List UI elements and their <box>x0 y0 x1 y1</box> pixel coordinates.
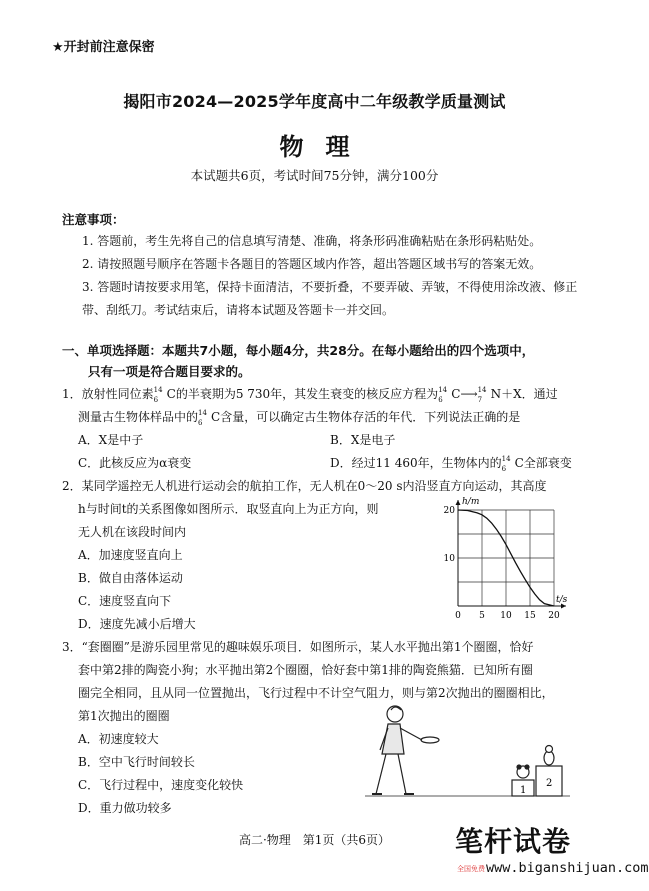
exam-info: 本试题共6页，考试时间75分钟，满分100分 <box>190 168 439 183</box>
y-tick-label: 20 <box>443 506 455 516</box>
note-item-2: 2. 请按照题号顺序在答题卡各题目的答题区域内作答，超出答题区域书写的答案无效。 <box>82 257 542 271</box>
person-arm <box>400 728 422 740</box>
q2-line-2: h与时间t的关系图像如图所示．取竖直向上为正方向，则 <box>78 502 379 516</box>
ring-toss-illustration <box>360 700 575 810</box>
section-heading <box>62 340 590 382</box>
q2-line-1: 2．某同学遥控无人机进行运动会的航拍工作，无人机在0～20 s内沿竖直方向运动，其高度 <box>62 479 547 493</box>
watermark-title: 笔杆试卷 <box>455 825 572 858</box>
person-head <box>387 706 403 722</box>
x-tick-label: 20 <box>548 611 560 621</box>
notes-heading: 注意事项： <box>62 212 125 227</box>
stand-2-label: 2 <box>546 778 553 789</box>
q3-line-4: 第1次抛出的圈圈 <box>78 709 170 723</box>
q1-option-d[interactable]: D．经过11 460年，生物体内的 14 6 C全部衰变 <box>330 455 572 473</box>
y-axis-label: h/m <box>462 497 480 507</box>
secret-label: ★开封前注意保密 <box>52 40 155 55</box>
subject-title: 物理 <box>279 132 372 161</box>
q3-line-3: 圈完全相同，且从同一位置抛出，飞行过程中不计空气阻力，则与第2次抛出的圈圈相比， <box>78 686 554 700</box>
section-heading-line-1: 一、单项选择题：本题共7小题，每小题4分，共28分。在每小题给出的四个选项中， <box>62 343 535 358</box>
ring <box>421 737 439 743</box>
watermark-tag: 全国免费 <box>457 865 485 873</box>
height-time-chart <box>430 492 580 624</box>
q1-option-a[interactable]: A．X是中子 <box>78 433 144 447</box>
q1-option-c[interactable]: C．此核反应为α衰变 <box>78 456 192 470</box>
x-tick-label: 5 <box>479 611 485 621</box>
q3-line-1: 3．“套圈圈”是游乐园里常见的趣味娱乐项目．如图所示，某人水平抛出第1个圈圈，恰好 <box>62 640 534 654</box>
person-legs <box>376 754 406 794</box>
section-heading-line-2: 只有一项是符合题目要求的。 <box>88 364 251 379</box>
page-footer: 高二·物理 第1页（共6页） <box>238 833 391 847</box>
y-tick-label: 10 <box>443 554 455 564</box>
carbon-14-symbol: 14 6 <box>198 409 207 427</box>
q2-option-c[interactable]: C．速度竖直向下 <box>78 594 172 608</box>
q1-line-1: 1．放射性同位素 14 6 C的半衰期为5 730年，其发生衰变的核反应方程为 14 6 C⟶ 14 7 N＋X．通过 <box>62 386 558 404</box>
x-tick-label: 0 <box>455 611 461 621</box>
exam-title: 揭阳市2024—2025学年度高中二年级教学质量测试 <box>123 92 506 111</box>
x-axis-label: t/s <box>556 595 568 605</box>
x-tick-label: 15 <box>524 611 536 621</box>
carbon-14-symbol: 14 6 <box>153 386 163 404</box>
q3-option-d[interactable]: D．重力做功较多 <box>78 801 172 815</box>
note-item-3: 3. 答题时请按要求用笔，保持卡面清洁，不要折叠，不要弄破、弄皱，不得使用涂改液、修正带、刮纸刀。考试结束后，请将本试题及答题卡一并交回。 <box>82 280 578 317</box>
carbon-14-symbol: 14 6 <box>501 455 511 473</box>
q1-line-2: 测量古生物体样品中的 14 6 C含量，可以确定古生物体存活的年代．下列说法正确的是 <box>78 409 521 427</box>
q3-option-c[interactable]: C．飞行过程中，速度变化较快 <box>78 778 244 792</box>
note-item-1: 1. 答题前，考生先将自己的信息填写清楚、准确，将条形码准确粘贴在条形码粘贴处。 <box>82 234 542 248</box>
q2-option-d[interactable]: D．速度先减小后增大 <box>78 617 196 631</box>
q1-option-b[interactable]: B．X是电子 <box>330 433 396 447</box>
q2-option-b[interactable]: B．做自由落体运动 <box>78 571 183 585</box>
watermark-url: www.biganshijuan.com <box>486 860 649 876</box>
carbon-14-symbol: 14 6 <box>438 386 448 404</box>
q2-line-3: 无人机在该段时间内 <box>78 525 187 539</box>
reaction-arrow: ⟶ <box>460 387 478 401</box>
q2-option-a[interactable]: A．加速度竖直向上 <box>78 548 183 562</box>
q3-option-b[interactable]: B．空中飞行时间较长 <box>78 755 195 769</box>
q3-line-2: 套中第2排的陶瓷小狗；水平抛出第2个圈圈，恰好套中第1排的陶瓷熊猫．已知所有圈 <box>78 663 533 677</box>
q3-option-a[interactable]: A．初速度较大 <box>78 732 159 746</box>
nitrogen-14-symbol: 14 7 <box>477 386 487 404</box>
y-axis-arrow <box>456 500 461 505</box>
x-tick-label: 10 <box>500 611 512 621</box>
stand-1-label: 1 <box>520 785 527 796</box>
